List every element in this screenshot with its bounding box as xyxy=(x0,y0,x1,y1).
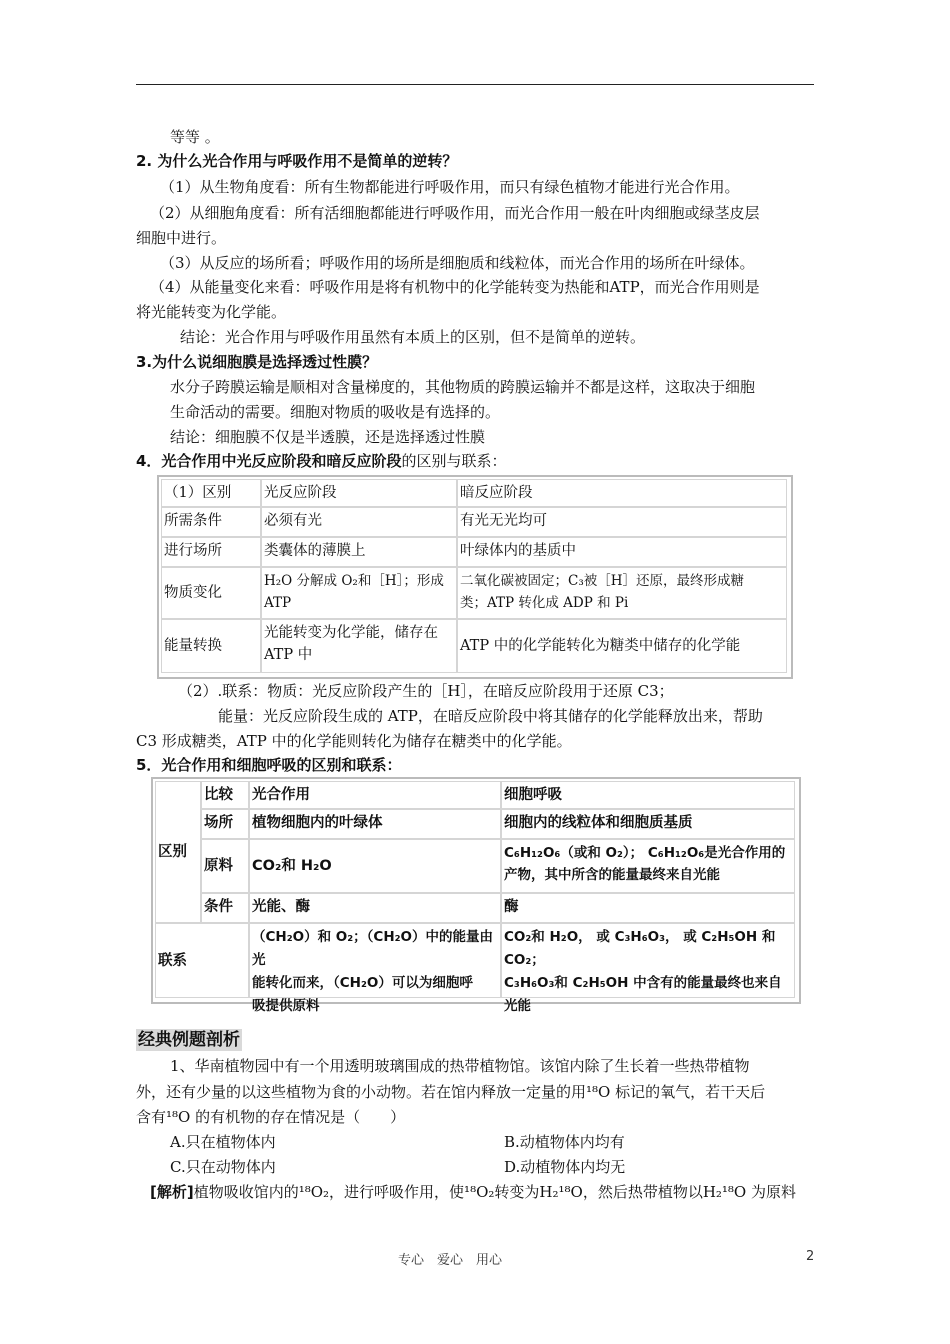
link-resp-line3: 光能 xyxy=(504,998,531,1014)
q2-p1: （1）从生物角度看：所有生物都能进行呼吸作用，而只有绿色植物才能进行光合作用。 xyxy=(160,178,740,196)
example-q1c: 含有¹⁸O 的有机物的存在情况是（ ） xyxy=(136,1108,406,1126)
light-dark-reaction-table xyxy=(157,475,793,679)
q2-p3: （3）从反应的场所看；呼吸作用的场所是细胞质和线粒体，而光合作用的场所在叶绿体。 xyxy=(160,254,755,272)
resp-material xyxy=(501,839,795,893)
resp-site: 细胞内的线粒体和细胞质基质 xyxy=(501,809,795,839)
header-respiration: 细胞呼吸 xyxy=(501,781,795,809)
option-b: B.动植物体内均有 xyxy=(504,1133,625,1151)
q2-p2a: （2）从细胞角度看：所有活细胞都能进行呼吸作用，而光合作用一般在叶肉细胞或绿茎皮层 xyxy=(150,204,760,222)
photo-material-text: CO₂和 H₂O xyxy=(252,858,332,874)
q2-p4a: （4）从能量变化来看：呼吸作用是将有机物中的化学能转变为热能和ATP，而光合作用则是 xyxy=(150,278,760,296)
q4-title xyxy=(136,450,506,472)
row-label-energy-text: 能量转换 xyxy=(164,638,222,654)
q2-p4b: 将光能转变为化学能。 xyxy=(136,303,287,321)
example-q1a: 1、华南植物园中有一个用透明玻璃围成的热带植物馆。该馆内除了生长着一些热带植物 xyxy=(170,1057,750,1075)
q3-p1a: 水分子跨膜运输是顺相对含量梯度的，其他物质的跨膜运输并不都是这样，这取决于细胞 xyxy=(170,378,756,396)
q4-title-bold: 4．光合作用中光反应阶段和暗反应阶段 xyxy=(136,452,402,470)
q4-link2a: 能量：光反应阶段生成的 ATP，在暗反应阶段中将其储存的化学能释放出来，帮助 xyxy=(218,707,763,725)
row-label-material xyxy=(201,839,249,893)
dark-matter-line2: 类；ATP 转化成 ADP 和 Pi xyxy=(460,595,629,611)
row-label-condition: 条件 xyxy=(201,893,249,923)
link-label xyxy=(155,923,249,998)
analysis-label: [解析] xyxy=(150,1183,194,1201)
dark-energy xyxy=(457,619,787,673)
row-label-energy xyxy=(161,619,261,673)
q2-title: 2. 为什么光合作用与呼吸作用不是简单的逆转？ xyxy=(136,152,458,170)
q4-title-rest: 的区别与联系： xyxy=(401,452,507,470)
example-q1b: 外，还有少量的以这些植物为食的小动物。若在馆内释放一定量的用¹⁸O 标记的氧气，若干天后 xyxy=(136,1083,766,1101)
resp-material-line1: C₆H₁₂O₆（或和 O₂）； C₆H₁₂O₆是光合作用的 xyxy=(504,845,786,861)
light-matter xyxy=(261,567,457,619)
light-matter-line1: H₂O 分解成 O₂和［H］；形成 xyxy=(264,573,444,589)
link-photo xyxy=(249,923,501,1014)
light-site: 类囊体的薄膜上 xyxy=(261,537,457,567)
row-label-condition: 所需条件 xyxy=(161,507,261,537)
dark-matter xyxy=(457,567,787,619)
table-header-diff: （1）区别 xyxy=(161,479,261,507)
row-label-material-text: 原料 xyxy=(204,858,233,874)
q4-link2b: C3 形成糖类，ATP 中的化学能则转化为储存在糖类中的化学能。 xyxy=(136,732,572,750)
header-compare: 比较 xyxy=(201,781,249,809)
light-matter-line2: ATP xyxy=(264,595,292,611)
header-rule xyxy=(136,84,814,85)
light-energy xyxy=(261,619,457,673)
light-energy-line2: ATP 中 xyxy=(264,647,313,663)
dark-matter-line1: 二氧化碳被固定；C₃被［H］还原，最终形成糖 xyxy=(460,573,745,589)
link-photo-line1: （CH₂O）和 O₂；（CH₂O）中的能量由光 xyxy=(252,929,494,968)
page-number: 2 xyxy=(806,1249,815,1264)
q2-conclusion: 结论：光合作用与呼吸作用虽然有本质上的区别，但不是简单的逆转。 xyxy=(180,328,646,346)
link-resp-line1: CO₂和 H₂O， 或 C₃H₆O₃， 或 C₂H₅OH 和 CO₂； xyxy=(504,929,776,968)
link-label-text: 联系 xyxy=(158,952,187,969)
diff-label-text: 区别 xyxy=(158,844,187,860)
q5-title: 5．光合作用和细胞呼吸的区别和联系： xyxy=(136,756,402,774)
option-d: D.动植物体内均无 xyxy=(504,1158,626,1176)
option-c: C.只在动物体内 xyxy=(170,1158,276,1176)
photo-site: 植物细胞内的叶绿体 xyxy=(249,809,501,839)
q3-conclusion: 结论：细胞膜不仅是半透膜，还是选择透过性膜 xyxy=(170,428,486,446)
light-condition: 必须有光 xyxy=(261,507,457,537)
q3-title: 3.为什么说细胞膜是选择透过性膜？ xyxy=(136,353,378,371)
etc-text: 等等 。 xyxy=(170,128,220,146)
header-photosynthesis: 光合作用 xyxy=(249,781,501,809)
resp-condition: 酶 xyxy=(501,893,795,923)
q4-link1: （2）.联系：物质：光反应阶段产生的［H］，在暗反应阶段用于还原 C3； xyxy=(178,682,674,700)
examples-title: 经典例题剖析 xyxy=(138,1030,240,1050)
photo-condition: 光能、酶 xyxy=(249,893,501,923)
row-label-site: 场所 xyxy=(201,809,249,839)
row-label-matter xyxy=(161,567,261,619)
link-resp-line2: C₃H₆O₃和 C₂H₅OH 中含有的能量最终也来自 xyxy=(504,975,782,991)
analysis-text: 植物吸收馆内的¹⁸O₂，进行呼吸作用，使¹⁸O₂转变为H₂¹⁸O，然后热带植物以H₂¹⁸O 为原料 xyxy=(193,1183,796,1201)
link-resp xyxy=(501,923,795,1014)
row-label-site: 进行场所 xyxy=(161,537,261,567)
row-label-matter-text: 物质变化 xyxy=(164,585,222,601)
table-header-dark: 暗反应阶段 xyxy=(457,479,787,507)
link-photo-line3: 吸提供原料 xyxy=(252,998,320,1014)
table-header-light: 光反应阶段 xyxy=(261,479,457,507)
dark-energy-text: ATP 中的化学能转化为糖类中储存的化学能 xyxy=(460,638,741,654)
light-energy-line1: 光能转变为化学能，储存在 xyxy=(264,625,438,641)
resp-material-line2: 产物，其中所含的能量最终来自光能 xyxy=(504,867,720,883)
dark-site: 叶绿体内的基质中 xyxy=(457,537,787,567)
diff-label xyxy=(155,781,201,923)
footer-text: 专心 爱心 用心 xyxy=(398,1253,503,1268)
photo-material xyxy=(249,839,501,893)
option-a: A.只在植物体内 xyxy=(170,1133,276,1151)
photosynthesis-respiration-table xyxy=(151,777,801,1014)
dark-condition: 有光无光均可 xyxy=(457,507,787,537)
q3-p1b: 生命活动的需要。细胞对物质的吸收是有选择的。 xyxy=(170,403,501,421)
link-photo-line2: 能转化而来，（CH₂O）可以为细胞呼 xyxy=(252,975,473,991)
q2-p2b: 细胞中进行。 xyxy=(136,229,227,247)
analysis xyxy=(150,1181,796,1203)
